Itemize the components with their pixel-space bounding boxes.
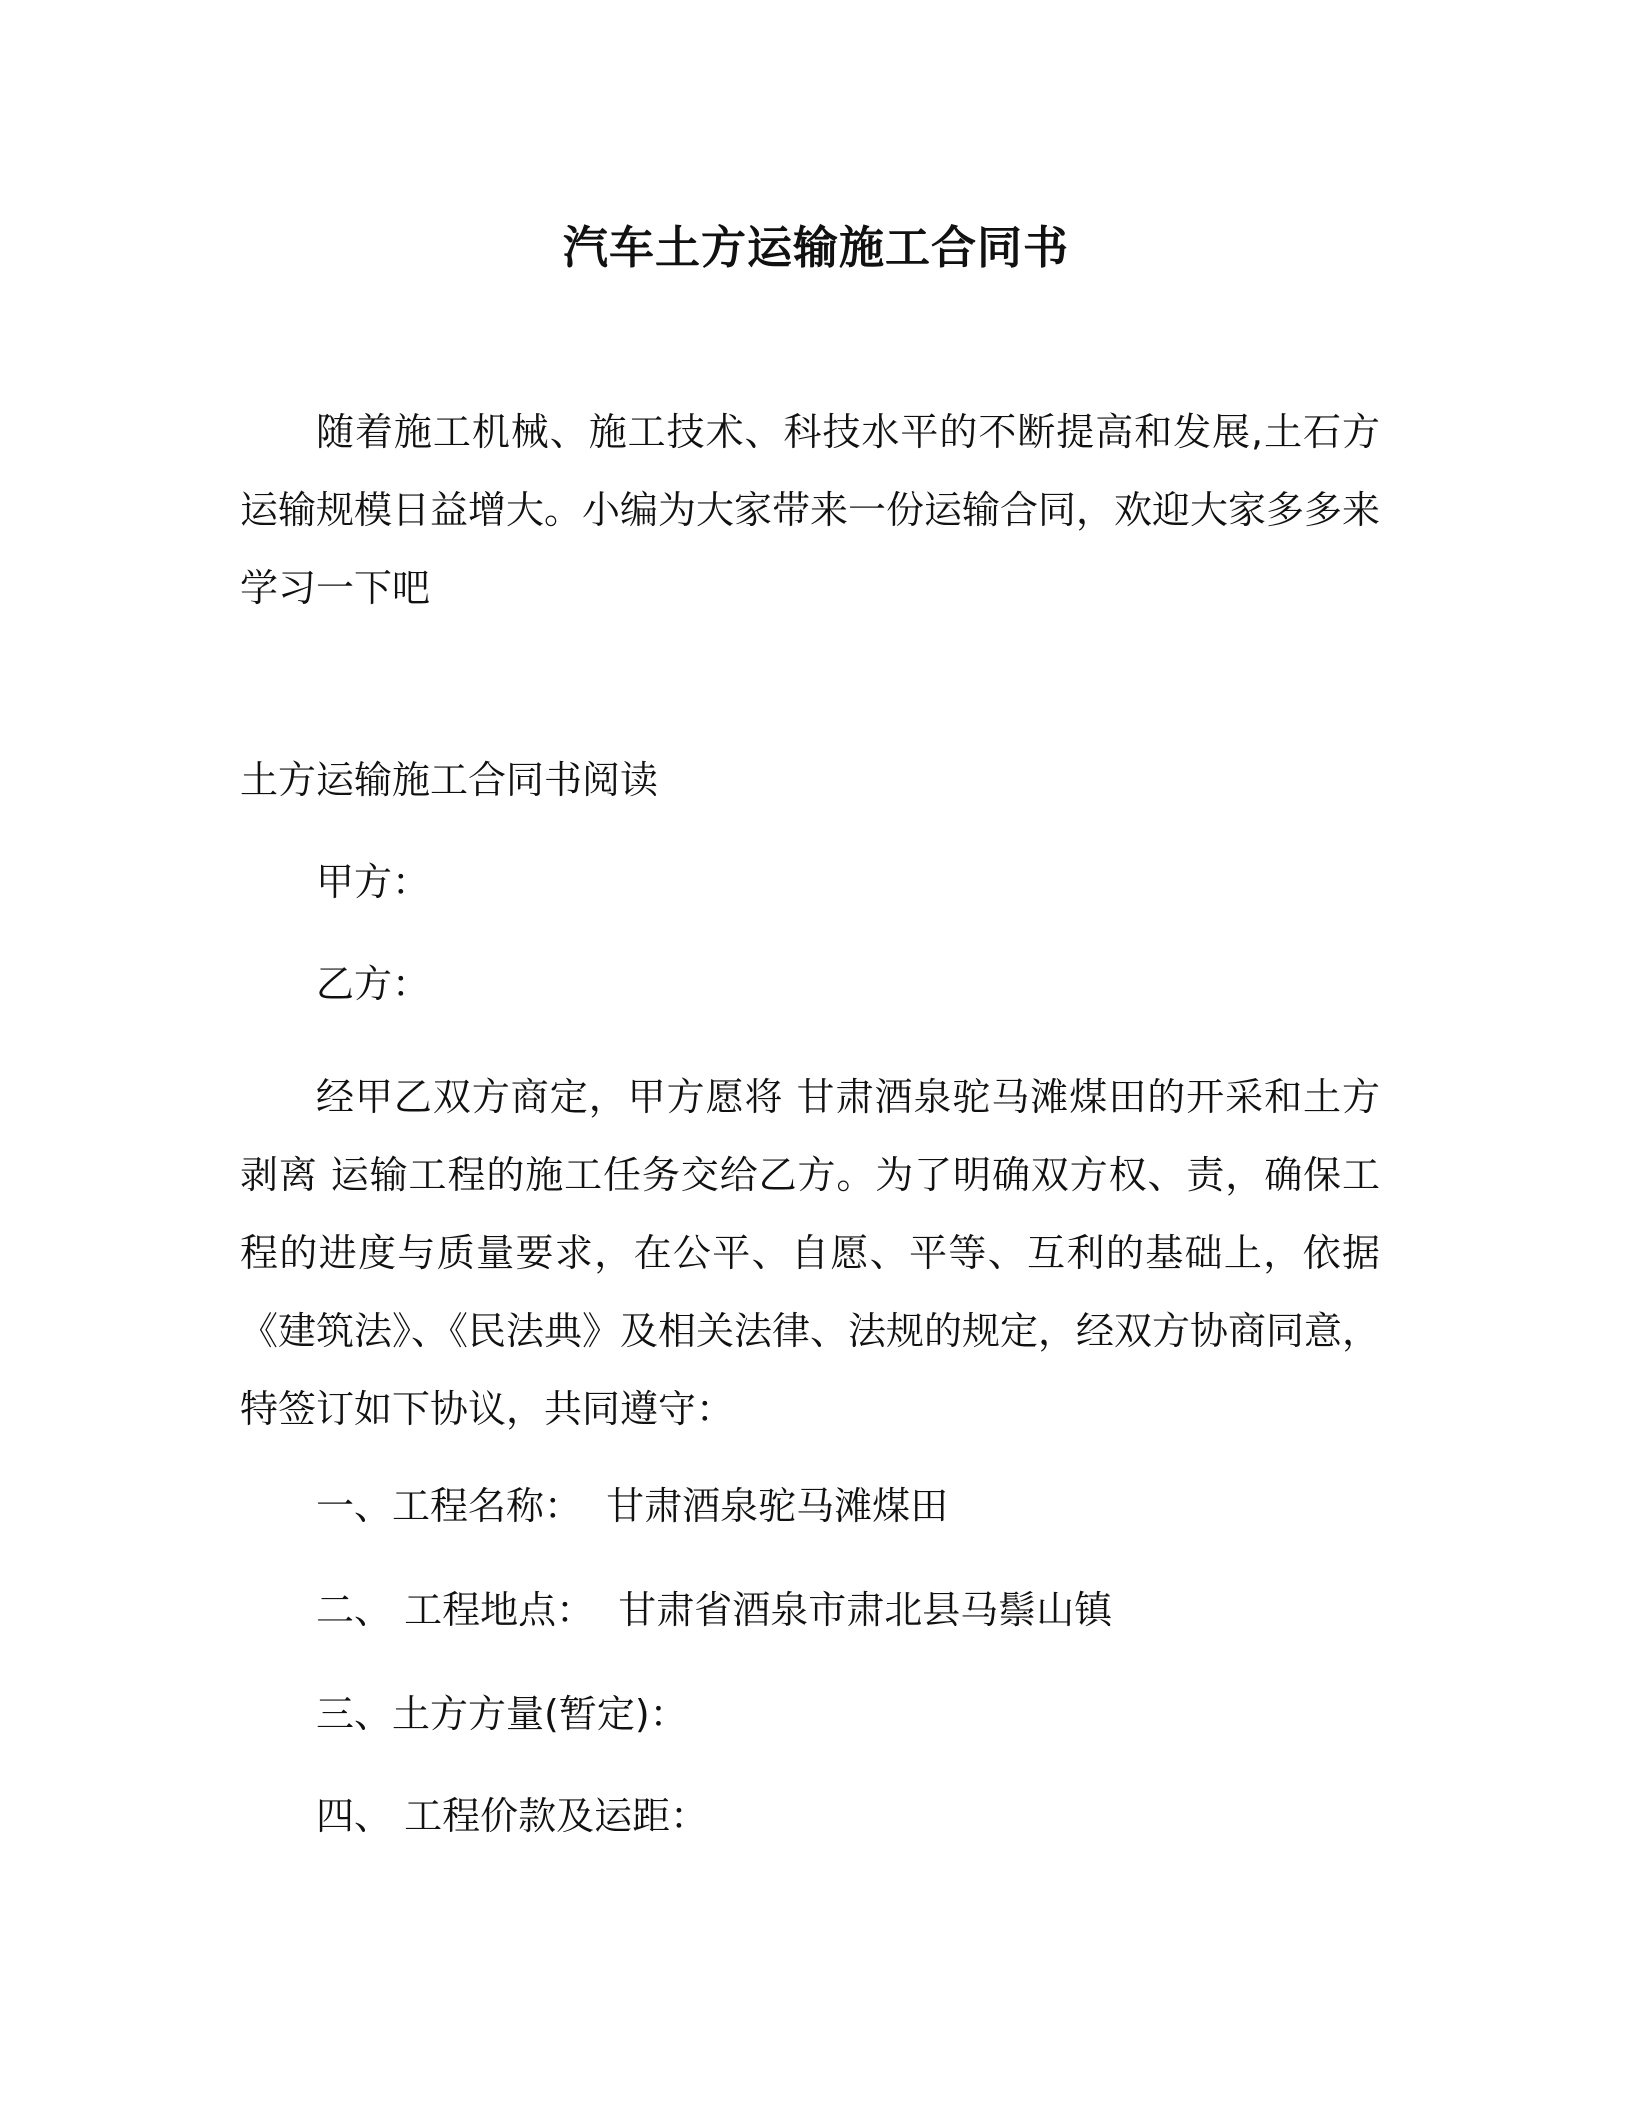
agreement-paragraph: 经甲乙双方商定，甲方愿将 甘肃酒泉驼马滩煤田的开采和土方剥离 运输工程的施工任务交给乙方。为了明确双方权、责，确保工程的进度与质量要求，在公平、自愿、平等、互利的基础上，依据《建筑法》、《民法典》及相关法律、法规的规定，经双方协商同意，特签订如下协议，共同遵守： [240, 1075, 1381, 1431]
party-b-label: 乙方： [316, 962, 431, 1006]
document-title: 汽车土方运输施工合同书 [562, 221, 1069, 274]
clause-project-location: 二、 工程地点： 甘肃省酒泉市肃北县马鬃山镇 [316, 1588, 1113, 1632]
party-a-label: 甲方： [316, 860, 431, 904]
intro-paragraph: 随着施工机械、施工技术、科技水平的不断提高和发展,土石方运输规模日益增大。小编为大家带来一份运输合同，欢迎大家多多来学习一下吧 [240, 410, 1381, 610]
clause-project-name: 一、工程名称： 甘肃酒泉驼马滩煤田 [316, 1484, 949, 1528]
section-heading: 土方运输施工合同书阅读 [240, 758, 659, 802]
clause-price-distance: 四、 工程价款及运距： [316, 1794, 709, 1838]
clause-earthwork-volume: 三、土方方量(暂定)： [316, 1692, 688, 1736]
